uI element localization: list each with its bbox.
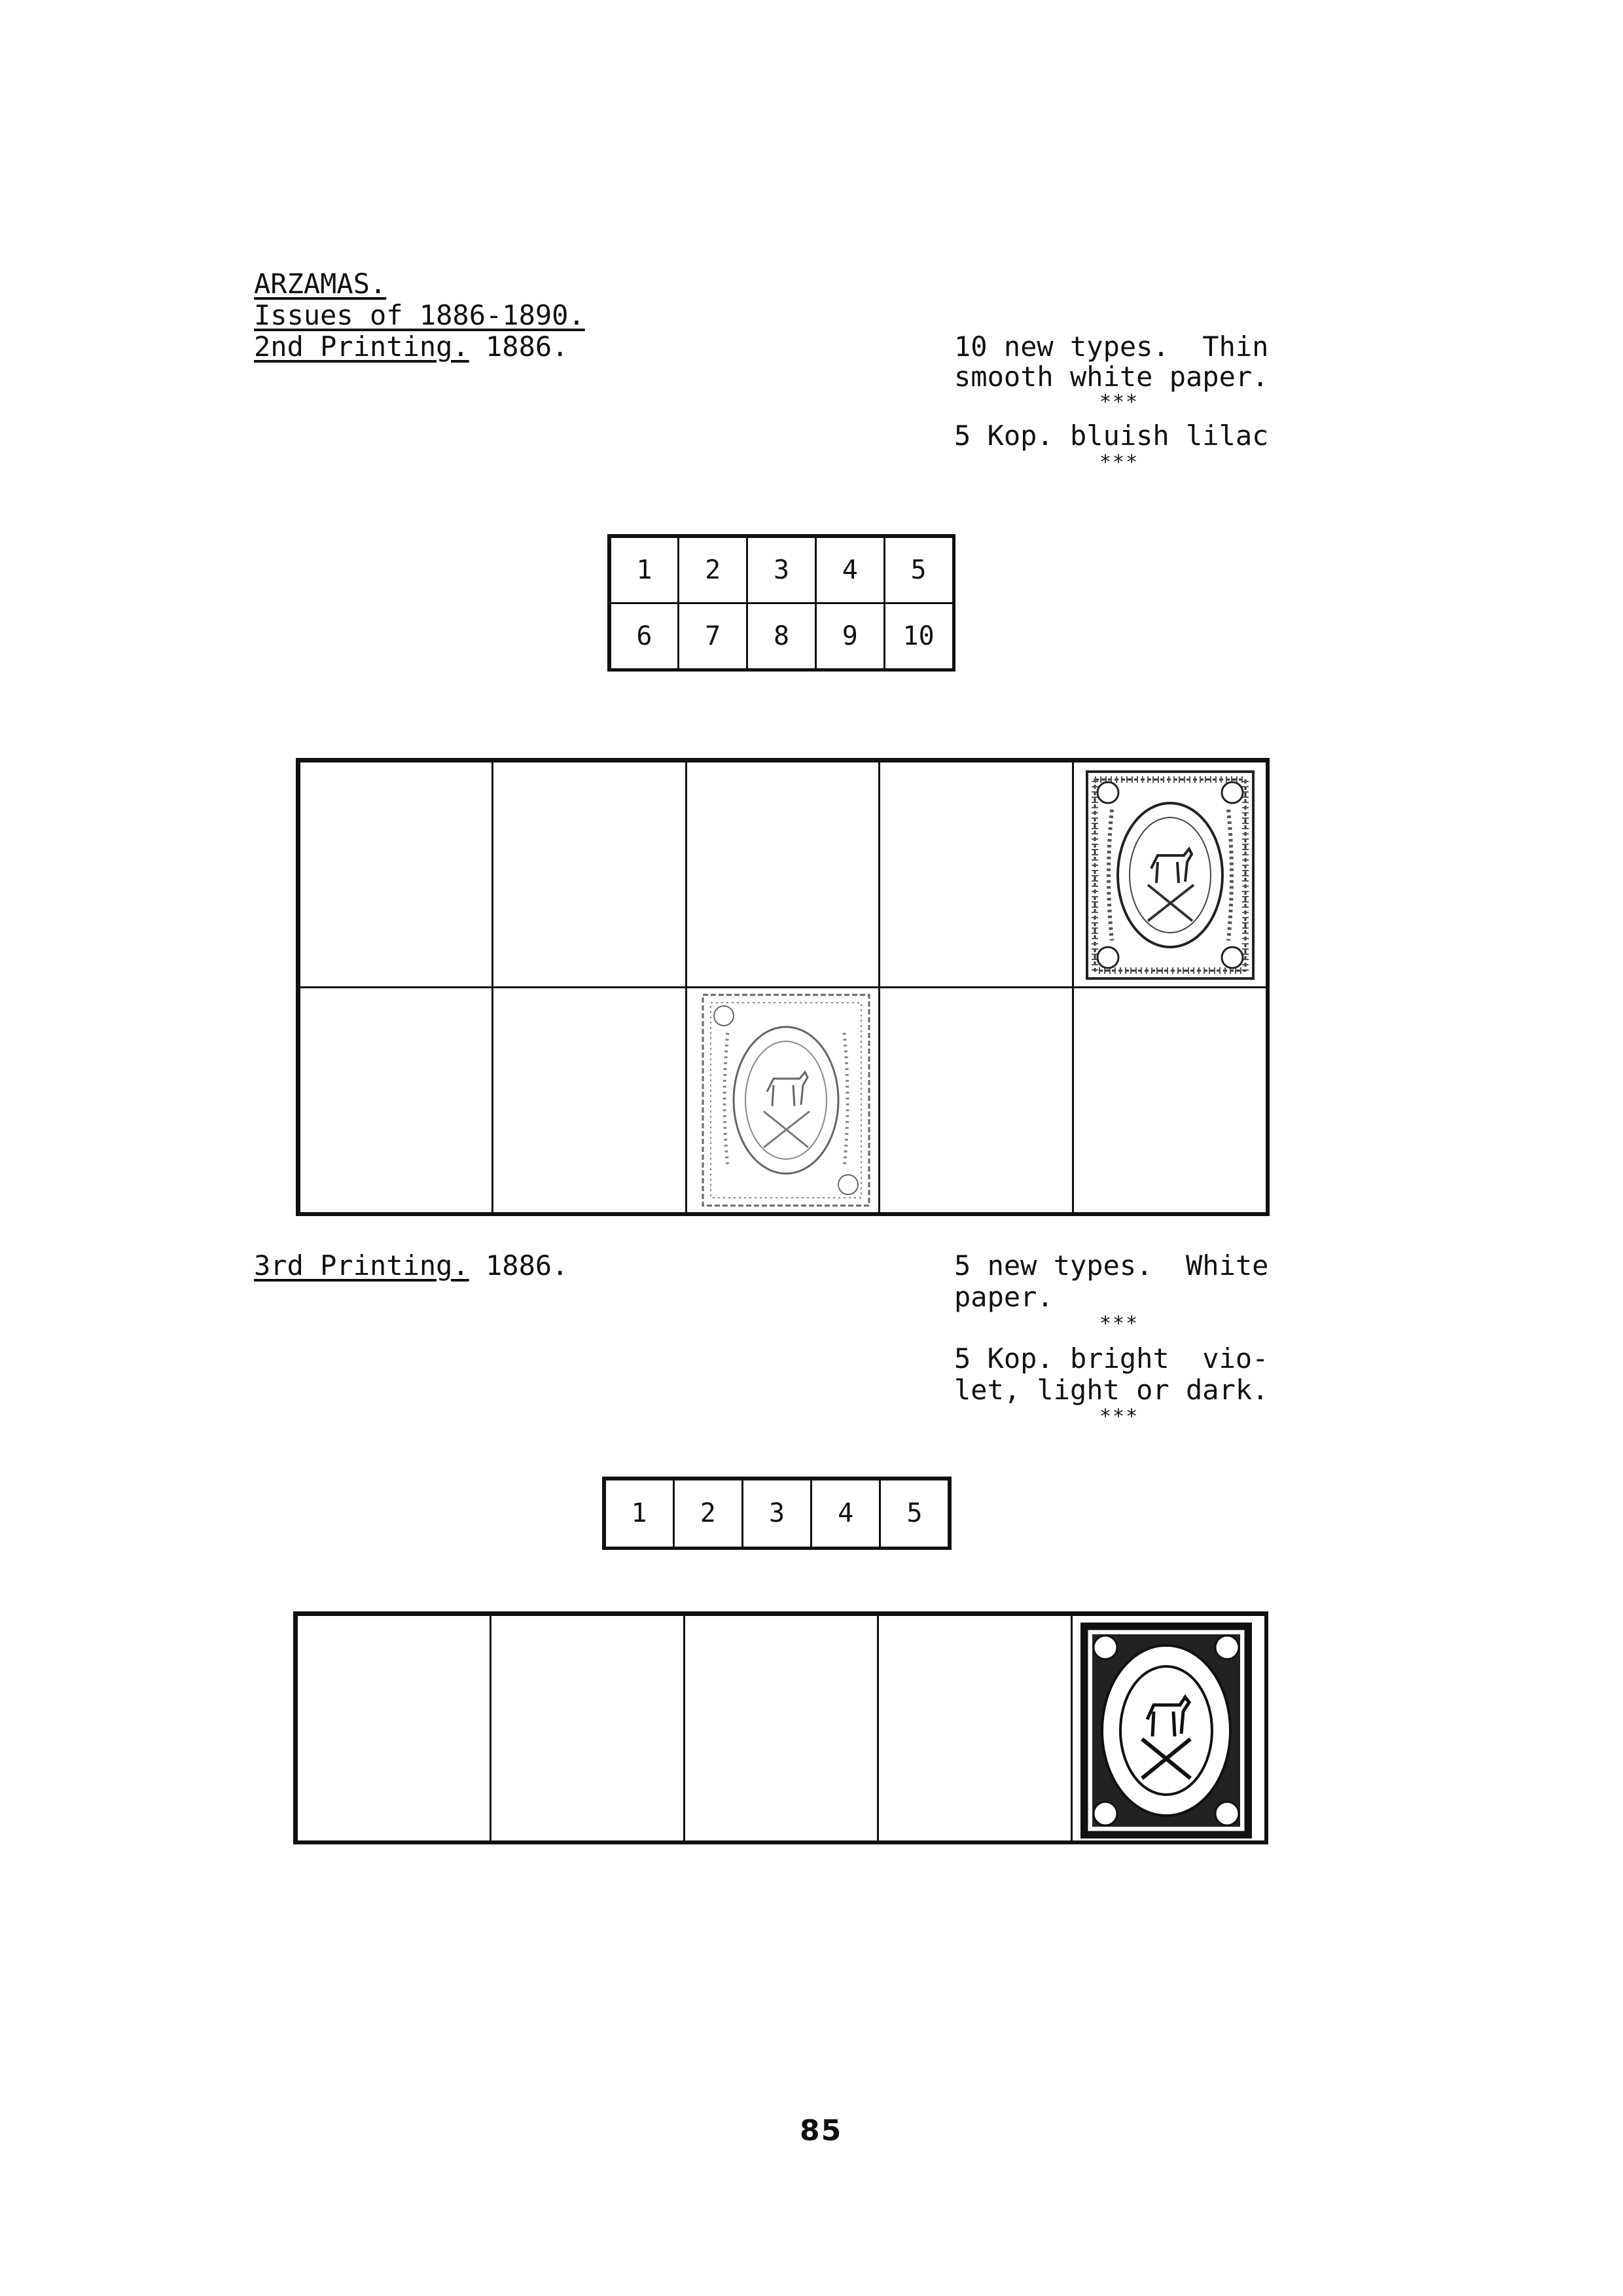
separator-stars: ***	[1099, 391, 1139, 414]
stamp-slot	[877, 1614, 1073, 1842]
stamp-slot	[1072, 986, 1268, 1214]
printing2-label: 2nd Printing.	[254, 331, 469, 363]
type-position-grid-3rd	[602, 1477, 952, 1550]
stamp-slot	[685, 761, 881, 988]
stamp-slot	[491, 986, 687, 1214]
printing3-note-line2: paper.	[954, 1281, 1054, 1313]
stamp-slot	[491, 761, 687, 988]
printing3-heading	[254, 1250, 568, 1282]
grid-cell: 4	[815, 536, 885, 604]
grid-cell: 7	[677, 602, 748, 670]
printing2-note-line2: smooth white paper.	[954, 361, 1269, 393]
stamp-slot	[683, 1614, 879, 1842]
grid-cell: 4	[810, 1479, 881, 1549]
printing2-note-line1: 10 new types. Thin	[954, 331, 1269, 363]
separator-stars: ***	[1099, 451, 1139, 474]
grid-cell: 2	[673, 1479, 743, 1549]
printing2-year: 1886.	[469, 331, 569, 363]
separator-stars: ***	[1099, 1405, 1139, 1428]
grid-cell: 1	[609, 536, 680, 604]
printing2-heading	[254, 331, 568, 363]
printing2-value: 5 Kop. bluish lilac	[954, 420, 1269, 452]
stamp-slot	[878, 986, 1074, 1214]
printing3-label: 3rd Printing.	[254, 1249, 469, 1282]
stamp-slot	[1071, 1614, 1266, 1842]
stamp-slot	[685, 986, 881, 1214]
type-position-grid-2nd	[607, 534, 955, 672]
printing3-note-line1: 5 new types. White	[954, 1249, 1269, 1282]
grid-cell: 9	[815, 602, 885, 670]
grid-cell: 6	[609, 602, 680, 670]
grid-cell: 10	[883, 602, 954, 670]
grid-cell: 5	[883, 536, 954, 604]
separator-stars: ***	[1099, 1312, 1139, 1335]
stamp-slot	[298, 761, 494, 988]
grid-cell: 5	[879, 1479, 950, 1549]
grid-cell: 3	[746, 536, 817, 604]
stamp-album-grid-2nd	[296, 758, 1270, 1216]
stamp-slot	[1072, 761, 1268, 988]
stamp-slot	[878, 761, 1074, 988]
grid-cell: 1	[604, 1479, 675, 1549]
stamp-slot	[490, 1614, 685, 1842]
stamp-slot	[296, 1614, 491, 1842]
stamp-image	[1086, 770, 1255, 980]
page-title: ARZAMAS.	[254, 268, 387, 300]
grid-cell: 3	[741, 1479, 812, 1549]
printing3-value-line1: 5 Kop. bright vio-	[954, 1342, 1269, 1374]
issues-heading: Issues of 1886-1890.	[254, 299, 585, 331]
page-number: 85	[800, 2114, 843, 2147]
printing3-year: 1886.	[469, 1249, 569, 1282]
grid-cell: 2	[677, 536, 748, 604]
printing3-value-line2: let, light or dark.	[954, 1374, 1269, 1406]
stamp-album-grid-3rd	[293, 1611, 1268, 1844]
stamp-slot	[298, 986, 494, 1214]
stamp-image	[1079, 1621, 1253, 1840]
stamp-image	[702, 994, 870, 1207]
grid-cell: 8	[746, 602, 817, 670]
